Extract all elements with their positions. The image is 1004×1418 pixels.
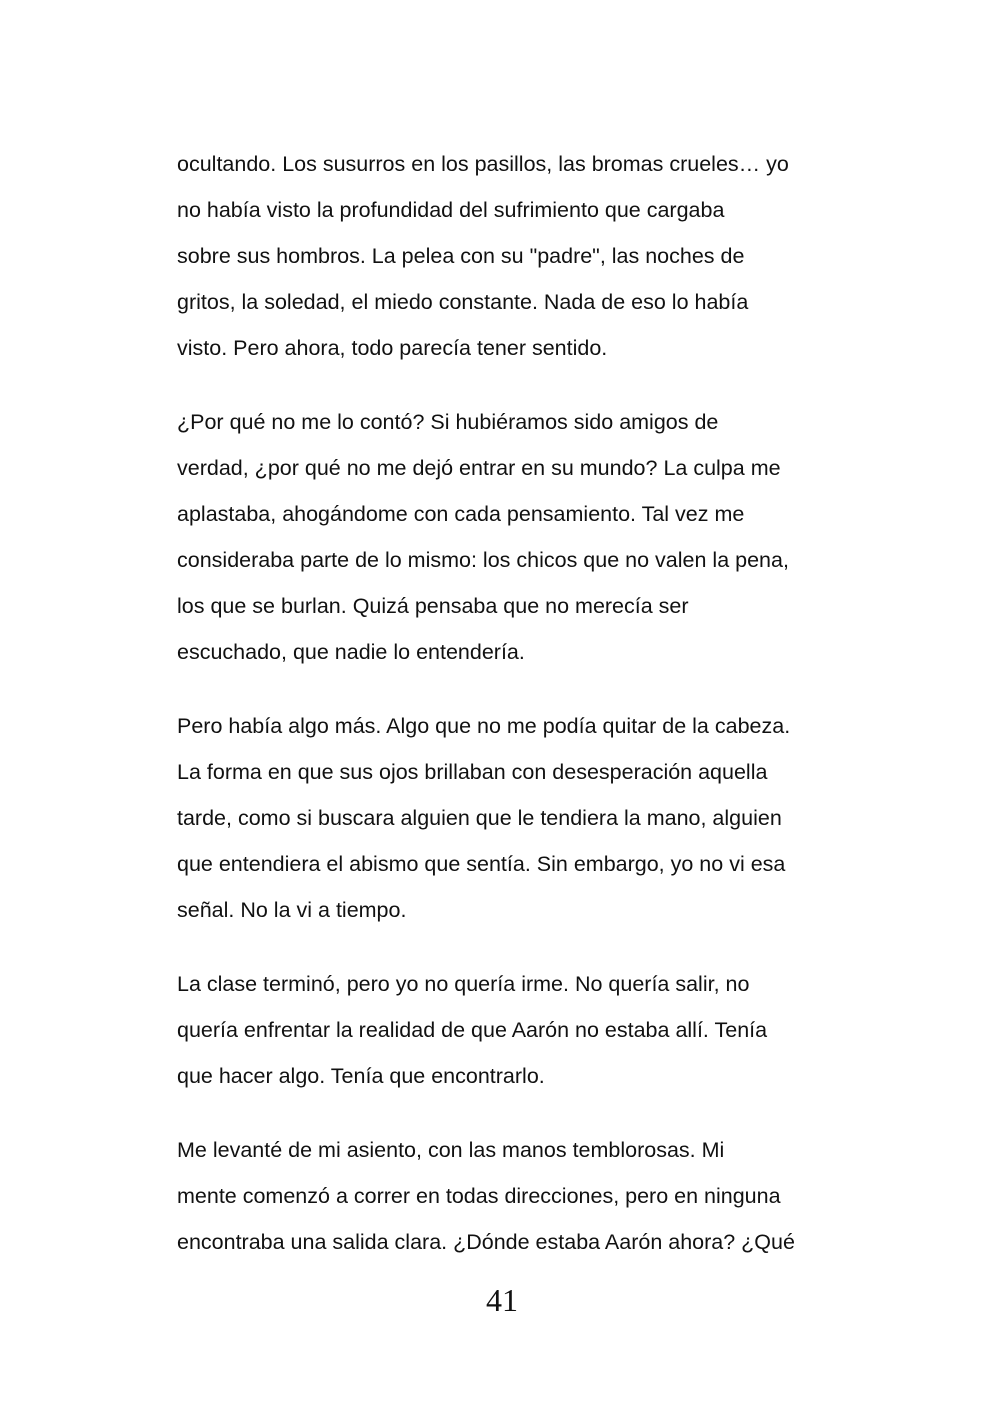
- text-line: La forma en que sus ojos brillaban con desesperación aquella: [177, 760, 768, 784]
- text-line: escuchado, que nadie lo entendería.: [177, 640, 525, 664]
- text-line: que hacer algo. Tenía que encontrarlo.: [177, 1064, 545, 1088]
- text-line: encontraba una salida clara. ¿Dónde estaba Aarón ahora? ¿Qué: [177, 1230, 795, 1254]
- paragraph-1: [177, 141, 825, 371]
- paragraph-5: [177, 1127, 825, 1265]
- text-line: mente comenzó a correr en todas direcciones, pero en ninguna: [177, 1184, 781, 1208]
- text-line: tarde, como si buscara alguien que le tendiera la mano, alguien: [177, 806, 782, 830]
- text-line: que entendiera el abismo que sentía. Sin embargo, yo no vi esa: [177, 852, 786, 876]
- paragraph-4: [177, 961, 825, 1099]
- text-line: señal. No la vi a tiempo.: [177, 898, 407, 922]
- text-line: Pero había algo más. Algo que no me podía quitar de la cabeza.: [177, 714, 791, 738]
- text-line: La clase terminó, pero yo no quería irme. No quería salir, no: [177, 972, 750, 996]
- text-line: no había visto la profundidad del sufrimiento que cargaba: [177, 198, 725, 222]
- paragraph-2: [177, 399, 825, 675]
- text-line: los que se burlan. Quizá pensaba que no merecía ser: [177, 594, 689, 618]
- text-line: ¿Por qué no me lo contó? Si hubiéramos sido amigos de: [177, 410, 719, 434]
- page-number: 41: [486, 1282, 518, 1318]
- text-line: sobre sus hombros. La pelea con su "padre", las noches de: [177, 244, 745, 268]
- text-line: ocultando. Los susurros en los pasillos, las bromas crueles… yo: [177, 152, 789, 176]
- paragraph-3: [177, 703, 825, 933]
- text-line: aplastaba, ahogándome con cada pensamiento. Tal vez me: [177, 502, 745, 526]
- text-line: quería enfrentar la realidad de que Aarón no estaba allí. Tenía: [177, 1018, 768, 1042]
- text-line: Me levanté de mi asiento, con las manos temblorosas. Mi: [177, 1138, 725, 1162]
- text-line: verdad, ¿por qué no me dejó entrar en su mundo? La culpa me: [177, 456, 781, 480]
- text-line: consideraba parte de lo mismo: los chicos que no valen la pena,: [177, 548, 789, 572]
- text-line: gritos, la soledad, el miedo constante. Nada de eso lo había: [177, 290, 749, 314]
- text-line: visto. Pero ahora, todo parecía tener sentido.: [177, 336, 608, 360]
